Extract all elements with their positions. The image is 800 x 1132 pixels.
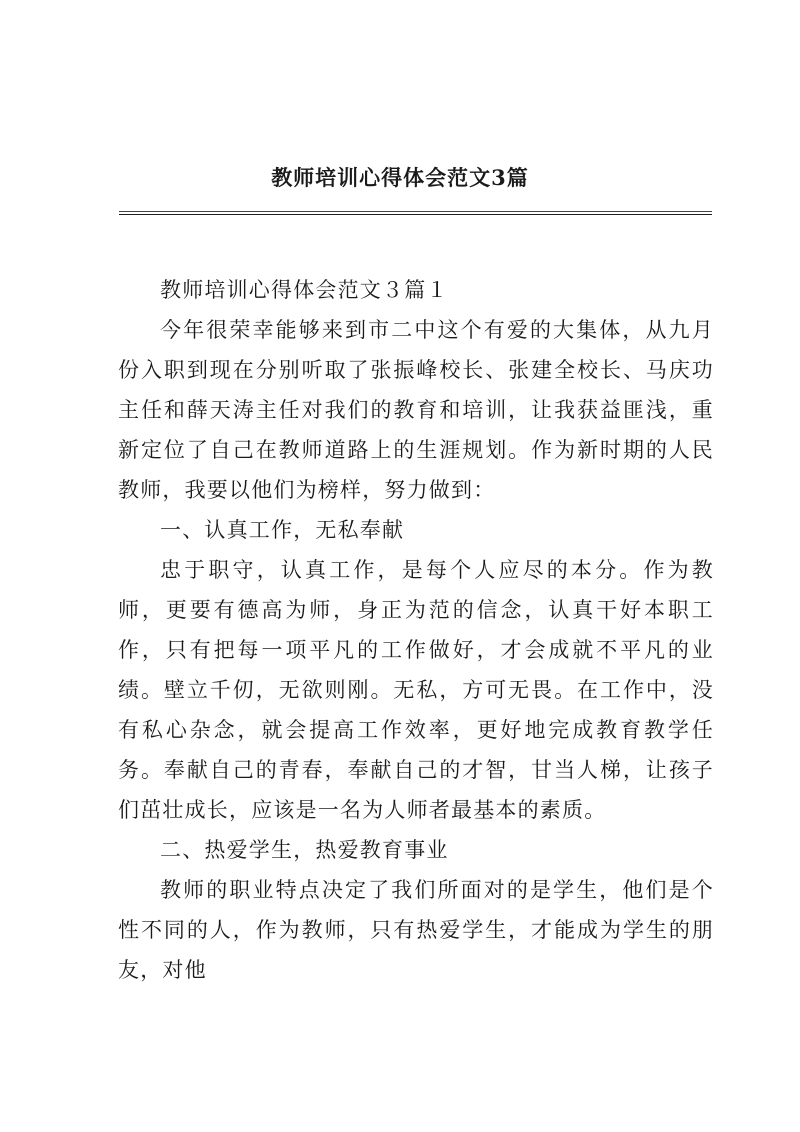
section-heading: 教师培训心得体会范文３篇１ [160, 278, 449, 302]
paragraph: 忠于职守，认真工作，是每个人应尽的本分。作为教师，更要有德高为师，身正为范的信念，认真干好本职工作，只有把每一项平凡的工作做好，才会成就不平凡的业绩。壁立千仞，无欲则刚。无私，方可无畏。在工作中，没有私心杂念，就会提高工作效率，更好地完成教育教学任务。奉献自己的青春，奉献自己的才智，甘当人梯，让孩子们茁壮成长，应该是一名为人师者最基本的素质。 [118, 558, 714, 822]
section-heading: 二、热爱学生，热爱教育事业 [160, 838, 449, 862]
document-title: 教师培训心得体会范文3篇 [271, 165, 529, 190]
section-heading: 一、认真工作，无私奉献 [160, 518, 405, 542]
document-body [118, 270, 714, 990]
title-divider [119, 211, 712, 215]
paragraph: 今年很荣幸能够来到市二中这个有爱的大集体，从九月份入职到现在分别听取了张振峰校长、张建全校长、马庆功主任和薛天涛主任对我们的教育和培训，让我获益匪浅，重新定位了自己在教师道路上的生涯规划。作为新时期的人民教师，我要以他们为榜样，努力做到： [118, 318, 714, 502]
paragraph: 教师的职业特点决定了我们所面对的是学生，他们是个性不同的人，作为教师，只有热爱学生，才能成为学生的朋友，对他 [118, 878, 714, 982]
